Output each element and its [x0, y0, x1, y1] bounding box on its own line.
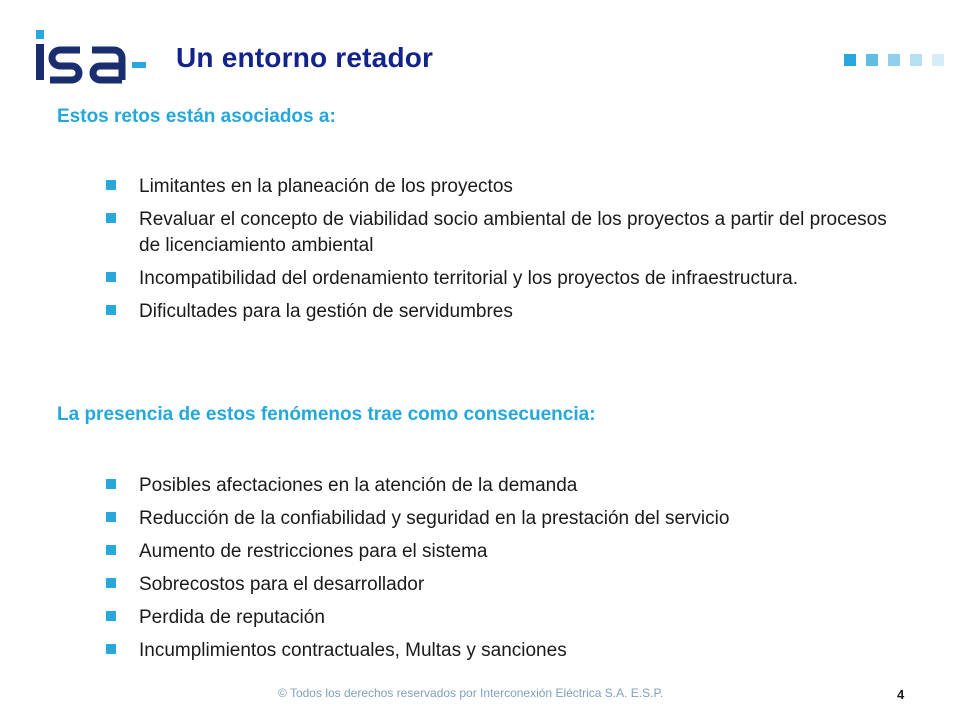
slide-title: Un entorno retador [176, 42, 434, 73]
list-item: Posibles afectaciones en la atención de la demanda [104, 473, 904, 499]
decor-square [866, 54, 878, 66]
bullet-square-icon [106, 644, 116, 654]
section2-list [104, 473, 904, 671]
list-item: Aumento de restricciones para el sistema [104, 539, 904, 565]
section1-list [104, 174, 904, 332]
bullet-square-icon [106, 479, 116, 489]
bullet-square-icon [106, 611, 116, 621]
isa-logo [34, 30, 150, 86]
section2-heading: La presencia de estos fenómenos trae como consecuencia: [57, 404, 596, 425]
decor-square [888, 54, 900, 66]
bullet-square-icon [106, 545, 116, 555]
list-item: Limitantes en la planeación de los proyectos [104, 174, 904, 200]
list-item: Incompatibilidad del ordenamiento territorial y los proyectos de infraestructura. [104, 266, 904, 292]
bullet-square-icon [106, 213, 116, 223]
bullet-square-icon [106, 578, 116, 588]
bullet-square-icon [106, 512, 116, 522]
decorative-squares [844, 54, 944, 66]
copyright-footer: © Todos los derechos reservados por Interconexión Eléctrica S.A. E.S.P. [278, 686, 664, 700]
section1-heading: Estos retos están asociados a: [57, 106, 336, 127]
list-item: Perdida de reputación [104, 605, 904, 631]
bullet-square-icon [106, 272, 116, 282]
bullet-square-icon [106, 305, 116, 315]
list-item: Dificultades para la gestión de servidumbres [104, 299, 904, 325]
list-item: Revaluar el concepto de viabilidad socio ambiental de los proyectos a partir del procesos de licenciamiento ambiental [104, 207, 904, 259]
bullet-square-icon [106, 180, 116, 190]
decor-square [932, 54, 944, 66]
list-item: Incumplimientos contractuales, Multas y sanciones [104, 638, 904, 664]
list-item: Reducción de la confiabilidad y seguridad en la prestación del servicio [104, 506, 904, 532]
page-number: 4 [897, 687, 905, 702]
decor-square [844, 54, 856, 66]
list-item: Sobrecostos para el desarrollador [104, 572, 904, 598]
decor-square [910, 54, 922, 66]
